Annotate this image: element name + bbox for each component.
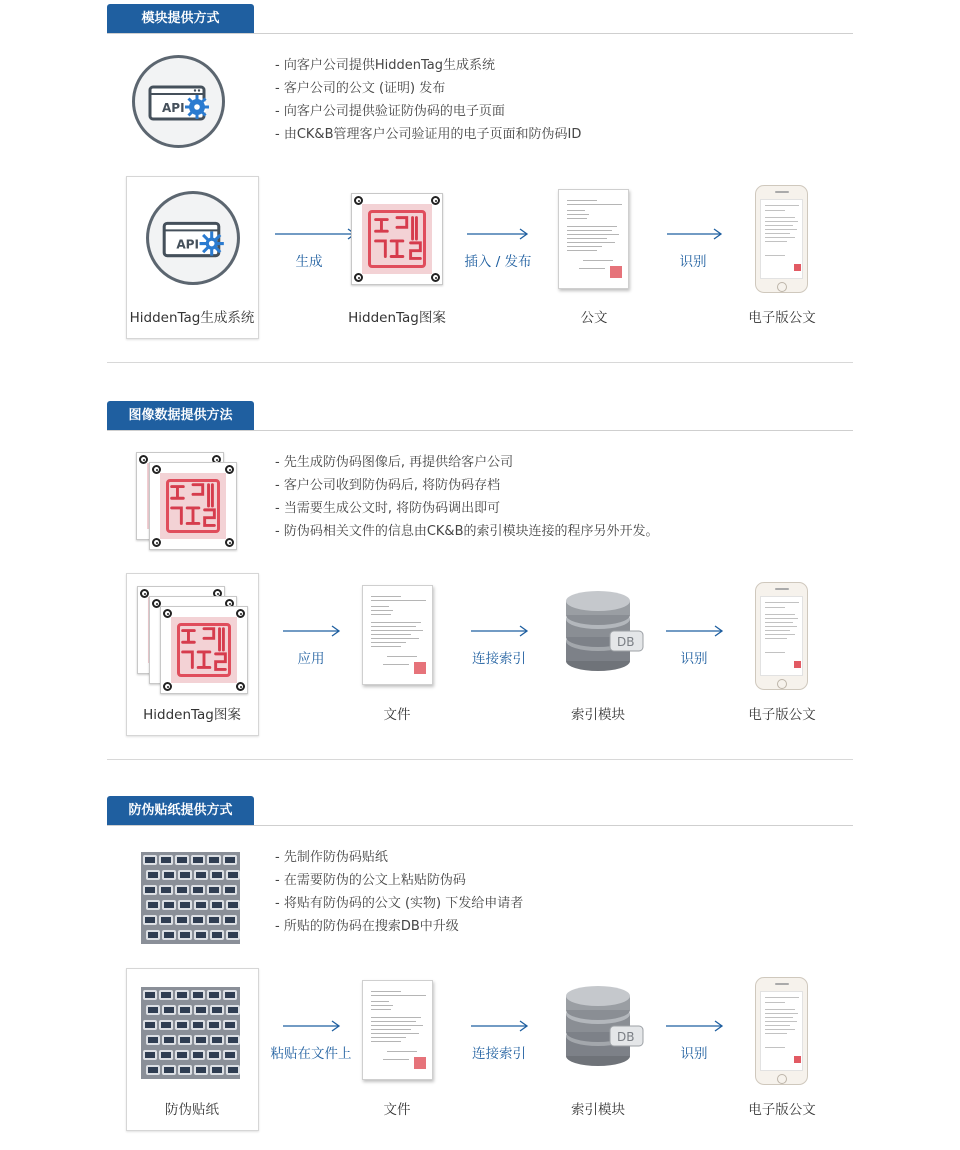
sticker-cell xyxy=(226,1005,240,1015)
flow-label: 文件 xyxy=(383,707,411,723)
sticker-cell xyxy=(175,855,189,865)
db-text: DB xyxy=(617,1030,635,1044)
arrow-label: 识别 xyxy=(680,651,708,667)
sticker-cell xyxy=(175,885,189,895)
hiddentag-pattern xyxy=(351,193,443,285)
sticker-cell xyxy=(162,1065,176,1075)
sticker-cell xyxy=(175,990,189,1000)
sticker-cell xyxy=(226,870,240,880)
sticker-cell xyxy=(194,930,208,940)
description-list xyxy=(275,451,658,543)
flow-label: 电子版公文 xyxy=(748,1102,816,1118)
flow-label: 索引模块 xyxy=(571,1102,625,1118)
description-item: - 向客户公司提供HiddenTag生成系统 xyxy=(275,58,495,73)
sticker-cell xyxy=(210,870,224,880)
section-tab[interactable]: 模块提供方式 xyxy=(107,4,254,33)
sticker-cell xyxy=(146,870,160,880)
sticker-cell xyxy=(191,915,205,925)
sticker-cell xyxy=(191,990,205,1000)
section-image-data xyxy=(107,401,853,761)
arrow-label: 插入 / 发布 xyxy=(464,254,532,270)
description-item: - 所贴的防伪码在搜索DB中升级 xyxy=(275,919,459,934)
sticker-cell xyxy=(210,1005,224,1015)
description-item: - 客户公司的公文 (证明) 发布 xyxy=(275,81,446,96)
document-icon xyxy=(362,980,433,1080)
divider xyxy=(107,430,853,431)
flow-arrow xyxy=(664,1018,764,1068)
sticker-cell xyxy=(146,1065,160,1075)
sticker-cell xyxy=(143,1020,157,1030)
api-gear-icon xyxy=(131,54,226,149)
flow-arrow xyxy=(469,623,569,673)
sticker-cell xyxy=(178,900,192,910)
sticker-cell xyxy=(175,915,189,925)
sticker-cell xyxy=(226,930,240,940)
sticker-cell xyxy=(194,900,208,910)
sticker-cell xyxy=(223,1050,237,1060)
api-text: API xyxy=(162,101,185,115)
seal-glyph-icon xyxy=(362,204,432,274)
sticker-cell xyxy=(162,1035,176,1045)
description-item: - 客户公司收到防伪码后, 将防伪码存档 xyxy=(275,478,501,493)
flow-label: 索引模块 xyxy=(571,707,625,723)
sticker-cell xyxy=(175,1050,189,1060)
smartphone-icon xyxy=(755,582,808,690)
sticker-cell xyxy=(178,930,192,940)
sticker-cell xyxy=(159,885,173,895)
sticker-cell xyxy=(226,1065,240,1075)
sticker-cell xyxy=(210,930,224,940)
sticker-cell xyxy=(226,900,240,910)
sticker-cell xyxy=(191,1050,205,1060)
flow-label: HiddenTag生成系统 xyxy=(129,310,255,326)
sticker-cell xyxy=(194,1065,208,1075)
divider xyxy=(107,825,853,826)
sticker-cell xyxy=(159,1050,173,1060)
sticker-cell xyxy=(178,1065,192,1075)
divider xyxy=(107,759,853,760)
sticker-cell xyxy=(191,855,205,865)
description-list xyxy=(275,846,523,938)
sticker-cell xyxy=(159,990,173,1000)
flow-arrow xyxy=(469,1018,569,1068)
section-tab[interactable]: 图像数据提供方法 xyxy=(107,401,254,430)
sticker-cell xyxy=(223,855,237,865)
flow-arrow xyxy=(465,226,565,276)
flow-label: 公文 xyxy=(580,310,608,326)
sticker-cell xyxy=(223,915,237,925)
sticker-cell xyxy=(191,885,205,895)
sticker-cell xyxy=(159,915,173,925)
arrow-label: 识别 xyxy=(679,254,707,270)
sticker-cell xyxy=(223,885,237,895)
sticker-cell xyxy=(207,915,221,925)
divider xyxy=(107,33,853,34)
sticker-cell xyxy=(162,900,176,910)
description-item: - 由CK&B管理客户公司验证用的电子页面和防伪码ID xyxy=(275,127,582,142)
sticker-cell xyxy=(143,855,157,865)
database-icon xyxy=(563,986,648,1070)
sticker-cell xyxy=(146,1005,160,1015)
arrow-label: 识别 xyxy=(680,1046,708,1062)
arrow-label: 生成 xyxy=(295,254,323,270)
sticker-cell xyxy=(162,870,176,880)
sticker-sheet-image xyxy=(141,852,240,944)
seal-glyph-icon xyxy=(171,617,237,683)
arrow-label: 连接索引 xyxy=(472,651,526,667)
description-item: - 当需要生成公文时, 将防伪码调出即可 xyxy=(275,501,501,516)
flow-label: 电子版公文 xyxy=(748,707,816,723)
sticker-cell xyxy=(175,1020,189,1030)
sticker-cell xyxy=(162,930,176,940)
api-gear-icon xyxy=(145,190,241,286)
flow-arrow xyxy=(665,226,765,276)
sticker-cell xyxy=(146,900,160,910)
sticker-cell xyxy=(178,1035,192,1045)
flow-arrow xyxy=(664,623,764,673)
sticker-cell xyxy=(143,915,157,925)
section-module xyxy=(107,4,853,364)
sticker-cell xyxy=(146,1035,160,1045)
official-document-icon xyxy=(558,189,629,289)
sticker-cell xyxy=(207,990,221,1000)
sticker-cell xyxy=(159,855,173,865)
arrow-label: 应用 xyxy=(297,651,325,667)
sticker-cell xyxy=(223,1020,237,1030)
stacked-pattern-icon xyxy=(136,452,239,550)
sticker-cell xyxy=(178,1005,192,1015)
sticker-cell xyxy=(194,870,208,880)
api-text: API xyxy=(176,237,200,252)
sticker-cell xyxy=(194,1005,208,1015)
sticker-cell xyxy=(143,990,157,1000)
description-item: - 先生成防伪码图像后, 再提供给客户公司 xyxy=(275,455,514,470)
sticker-cell xyxy=(143,885,157,895)
document-icon xyxy=(362,585,433,685)
flow-label: HiddenTag图案 xyxy=(348,310,446,326)
sticker-cell xyxy=(178,870,192,880)
sticker-cell xyxy=(207,1020,221,1030)
description-item: - 防伪码相关文件的信息由CK&B的索引模块连接的程序另外开发。 xyxy=(275,524,659,539)
sticker-cell xyxy=(194,1035,208,1045)
sticker-cell xyxy=(143,1050,157,1060)
description-item: - 先制作防伪码贴纸 xyxy=(275,850,388,865)
sticker-cell xyxy=(162,1005,176,1015)
flow-label: 防伪贴纸 xyxy=(165,1102,219,1118)
sticker-cell xyxy=(210,1065,224,1075)
section-tab[interactable]: 防伪贴纸提供方式 xyxy=(107,796,254,825)
arrow-label: 粘贴在文件上 xyxy=(270,1046,352,1062)
description-list xyxy=(275,54,581,146)
sticker-sheet-image xyxy=(141,987,240,1079)
smartphone-icon xyxy=(755,185,808,293)
flow-label: 文件 xyxy=(383,1102,411,1118)
sticker-cell xyxy=(207,855,221,865)
sticker-cell xyxy=(210,1035,224,1045)
db-text: DB xyxy=(617,635,635,649)
sticker-cell xyxy=(191,1020,205,1030)
sticker-cell xyxy=(207,1050,221,1060)
description-item: - 将贴有防伪码的公文 (实物) 下发给申请者 xyxy=(275,896,524,911)
description-item: - 在需要防伪的公文上粘贴防伪码 xyxy=(275,873,466,888)
sticker-cell xyxy=(226,1035,240,1045)
sticker-cell xyxy=(207,885,221,895)
arrow-label: 连接索引 xyxy=(472,1046,526,1062)
sticker-cell xyxy=(210,900,224,910)
sticker-cell xyxy=(159,1020,173,1030)
smartphone-icon xyxy=(755,977,808,1085)
description-item: - 向客户公司提供验证防伪码的电子页面 xyxy=(275,104,505,119)
section-sticker xyxy=(107,796,853,1141)
divider xyxy=(107,362,853,363)
sticker-cell xyxy=(146,930,160,940)
flow-label: 电子版公文 xyxy=(748,310,816,326)
sticker-cell xyxy=(223,990,237,1000)
database-icon xyxy=(563,591,648,675)
flow-label: HiddenTag图案 xyxy=(143,707,241,723)
